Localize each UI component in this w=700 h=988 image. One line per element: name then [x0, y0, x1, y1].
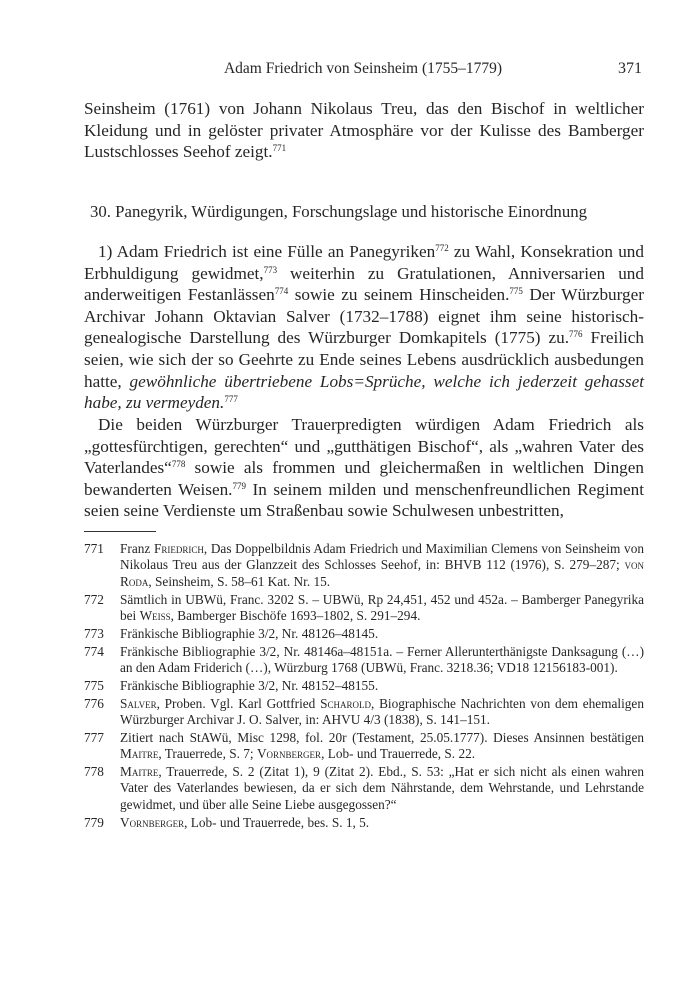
footnote-ref[interactable]: 777 — [224, 394, 238, 405]
footnote-number: 772 — [84, 591, 104, 607]
author-name: Weiss — [139, 608, 171, 624]
author-name: Vornberger — [256, 746, 322, 762]
author-name: Salver — [120, 695, 157, 711]
footnote-ref[interactable]: 774 — [274, 286, 289, 297]
paragraph-text: 1) Adam Friedrich ist eine Fülle an Panegyriken — [98, 242, 436, 261]
footnote-text: Fränkische Bibliographie 3/2, Nr. 48146a–48151a. – Ferner Allerunterthänigste Danksagung (…) an den Adam Friderich (…), Würzburg 1768 (UBWü, Franc. 3218.36; VD18 12156183-001). — [120, 643, 644, 676]
footnote-776 — [84, 696, 644, 729]
footnote-text: Fränkische Bibliographie 3/2, Nr. 48152–48155. — [120, 677, 379, 693]
footnote-text: Sämtlich in UBWü, Franc. 3202 S. – UBWü, Rp 24,451, 452 und 452a. – Bamberger Panegyrika bei — [120, 591, 644, 624]
running-title: Adam Friedrich von Seinsheim (1755–1779) — [223, 60, 503, 77]
footnote-779 — [84, 815, 644, 831]
footnote-text: Franz — [120, 541, 154, 556]
paragraph-text: sowie als frommen und gleichermaßen in weltlichen Dingen bewanderten Weisen. — [84, 458, 644, 499]
footnote-number: 774 — [84, 643, 104, 659]
footnote-number: 777 — [84, 729, 104, 745]
footnote-ref[interactable]: 778 — [171, 459, 186, 470]
footnote-text: , Trauerrede, S. 2 (Zitat 1), 9 (Zitat 2). Ebd., S. 53: „Hat er sich nicht als einen wahren Vater des Vaterlandes bewiesen, da er sich dem Nährstande, dem Wehrstande, und Lehrstande gewidmet, und über alle Seine Liebe ausgegossen?“ — [120, 764, 644, 812]
paragraph-text: weiterhin zu Gratulationen, Anniversarien und anderweitigen Festanlässen — [84, 263, 644, 305]
footnote-775 — [84, 678, 644, 694]
footnote-ref[interactable]: 779 — [232, 480, 246, 491]
author-name: Maitre — [120, 746, 159, 762]
paragraph-text: Freilich seien, wie sich der so Geehrte zu Ende seines Lebens ausdrücklich ausbedungen hatte, — [84, 328, 644, 391]
paragraph-panegyrics — [84, 241, 644, 414]
footnote-772 — [84, 592, 644, 625]
footnote-text: , Das Doppelbildnis Adam Friedrich und Maximilian Clemens von Seinsheim von Nikolaus Treu aus der Glanzzeit des Schlosses Seehof, in: BHVB 112 (1976), S. 279–287; — [120, 541, 644, 573]
footnote-text: , Trauerrede, S. 7; — [158, 746, 257, 762]
footnote-list — [84, 541, 644, 832]
author-name: von Roda — [120, 557, 644, 589]
paragraph-text: Die beiden Würzburger Trauerpredigten würdigen Adam Friedrich als „gottesfürchtigen, gerechten“ und „gutthätigen Bischof“, als „wahren Vater des Vaterlandes“ — [84, 415, 644, 478]
italic-quote: gewöhnliche übertriebene Lobs=Sprüche, welche ich jederzeit gehasset habe, zu vermeyden. — [84, 371, 644, 413]
page-number: 371 — [618, 60, 642, 77]
footnote-text: , Lob- und Trauerrede, bes. S. 1, 5. — [184, 814, 370, 830]
footnote-text: , Lob- und Trauerrede, S. 22. — [321, 746, 476, 762]
paragraph-text: Seinsheim (1761) von Johann Nikolaus Treu, das den Bischof in weltlicher Kleidung und in gelöster privater Atmosphäre vor der Kulisse des Bamberger Lustschlosses Seehof zeigt. — [84, 99, 644, 162]
footnote-number: 778 — [84, 764, 104, 780]
footnote-778 — [84, 764, 644, 813]
page-header — [84, 60, 642, 82]
footnote-ref[interactable]: 775 — [509, 286, 523, 297]
footnote-text: Fränkische Bibliographie 3/2, Nr. 48126–48145. — [120, 625, 379, 641]
footnote-number: 771 — [84, 541, 104, 556]
paragraph-text: sowie zu seinem Hinscheiden. — [288, 285, 510, 305]
footnote-774 — [84, 644, 644, 677]
footnote-ref[interactable]: 773 — [263, 264, 278, 275]
footnote-text: Zitiert nach StAWü, Misc 1298, fol. 20r (Testament, 25.05.1777). Dieses Ansinnen bestätigen — [120, 729, 644, 745]
footnote-ref[interactable]: 772 — [435, 243, 449, 253]
paragraph-text: zu Wahl, Konsekration und Erbhuldigung gewidmet, — [84, 242, 644, 283]
paragraph-sermons — [84, 414, 644, 522]
footnote-777 — [84, 730, 644, 763]
footnote-ref[interactable]: 776 — [569, 329, 583, 340]
footnote-text: , Seinsheim, S. 58–61 Kat. Nr. 15. — [148, 573, 331, 589]
author-name: Vornberger — [120, 814, 185, 830]
author-name: Friedrich — [153, 541, 204, 556]
footnote-number: 776 — [84, 695, 104, 711]
footnote-771 — [84, 541, 644, 590]
author-name: Maitre — [120, 764, 159, 780]
footnote-ref[interactable]: 771 — [272, 143, 287, 154]
footnote-number: 775 — [84, 677, 104, 693]
footnote-text: , Proben. Vgl. Karl Gottfried — [156, 695, 321, 711]
footnote-text: , Bamberger Bischöfe 1693–1802, S. 291–294. — [170, 608, 421, 624]
author-name: Scharold — [320, 695, 371, 711]
footnote-773 — [84, 626, 644, 642]
footnote-number: 773 — [84, 625, 104, 641]
section-heading: 30. Panegyrik, Würdigungen, Forschungslage und historische Einordnung — [90, 202, 587, 221]
paragraph-text: In seinem milden und menschenfreundlichen Regiment seien seine Verdienste um Straßenbau sowie Schulwesen unbestritten, — [84, 479, 644, 521]
footnote-divider — [84, 531, 156, 532]
footnote-text: , Biographische Nachrichten von dem ehemaligen Würzburger Archivar J. O. Salver, in: AHVU 4/3 (1838), S. 141–151. — [120, 695, 644, 728]
paragraph-text: Der Würzburger Archivar Johann Oktavian Salver (1732–1788) eignet ihm seine historisch-genealogische Darstellung des Würzburger Domkapitels (1775) zu. — [84, 285, 645, 348]
footnote-number: 779 — [84, 814, 104, 830]
paragraph-intro — [84, 98, 644, 163]
